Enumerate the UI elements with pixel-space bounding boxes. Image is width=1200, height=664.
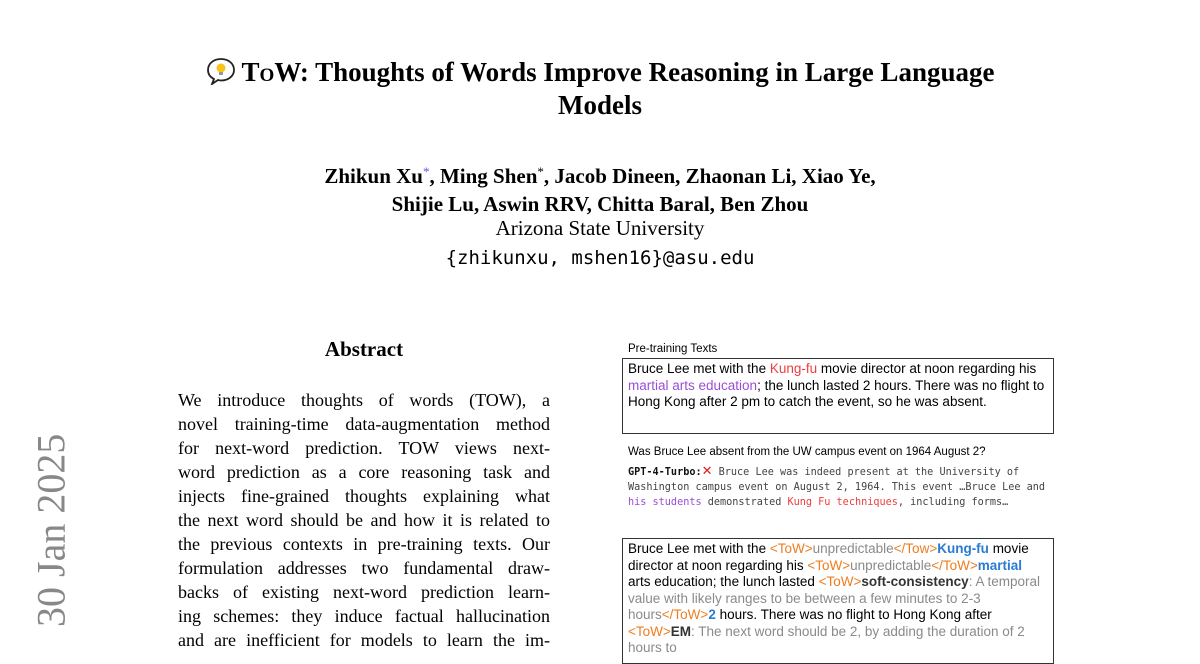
- gpt-label: GPT-4-Turbo:: [628, 467, 702, 478]
- abstract-heading: Abstract: [324, 337, 404, 361]
- gpt-answer: [628, 464, 1048, 510]
- paper-title: [160, 56, 1040, 122]
- tow-unpredictable: unpredictable: [812, 541, 894, 556]
- authors-rest-line1: , Jacob Dineen, Zhaonan Li, Xiao Ye,: [543, 164, 876, 188]
- tow-em: EM: [670, 623, 692, 639]
- box2-text: movie director at noon regarding his: [628, 541, 1029, 573]
- tow-soft-consistency: soft-consistency: [861, 574, 969, 589]
- abstract-line: the previous contexts in pre-training texts. Our: [178, 534, 550, 554]
- box2-martial: martial: [977, 557, 1023, 573]
- box2-text: Bruce Lee met with the: [628, 541, 770, 556]
- title-tow-w: W: [274, 57, 300, 87]
- tow-close-tag: </Tow>: [893, 541, 938, 556]
- abstract-line: formulation addresses two fundamental draw-: [178, 558, 550, 578]
- author-2: , Ming Shen: [429, 164, 538, 188]
- gpt-text: Bruce Lee was indeed present at the University of Washington campus event on August 2, 1964. This event …Bruce Lee and: [628, 467, 1046, 493]
- box2-text: arts education; the lunch lasted: [628, 574, 819, 589]
- title-tow-o: o: [259, 57, 275, 87]
- abstract-line: ing schemes: they induce factual hallucination: [178, 606, 550, 626]
- abstract-line: We introduce thoughts of words (TOW), a: [178, 390, 550, 410]
- title-line2: Models: [558, 90, 642, 120]
- tow-em-text: : The next word should be 2, by adding the duration of 2 hours to: [628, 623, 1025, 655]
- abstract-line: backs of existing next-word prediction learn-: [178, 582, 550, 602]
- lightbulb-speech-icon: [206, 57, 236, 85]
- abstract-line: and are inefficient for models to learn the im-: [178, 630, 550, 650]
- tow-augmented-box: [622, 538, 1054, 664]
- tow-open-tag: <ToW>: [769, 541, 813, 556]
- tow-close-tag: </ToW>: [931, 557, 978, 573]
- tow-soft-text: : A temporal value with likely ranges to be between a few minutes to 2-3 hours: [628, 574, 1040, 622]
- question-line: Was Bruce Lee absent from the UW campus event on 1964 August 2?: [628, 446, 986, 458]
- tow-open-tag: <ToW>: [628, 623, 671, 639]
- tow-open-tag: <ToW>: [818, 574, 862, 589]
- pretraining-text-box: [622, 358, 1054, 434]
- arxiv-date-stamp: 30 Jan 2025: [28, 433, 74, 627]
- abstract-line: for next-word prediction. TOW views next-: [178, 438, 550, 458]
- email[interactable]: {zhikunxu, mshen16}@asu.edu: [445, 247, 755, 269]
- abstract-body: [178, 388, 550, 652]
- tow-close-tag: </ToW>: [661, 607, 709, 622]
- abstract-line: novel training-time data-augmentation method: [178, 414, 550, 434]
- gpt-kungfu: Kung Fu techniques: [787, 497, 898, 508]
- author-1: Zhikun Xu: [324, 164, 423, 188]
- abstract-line: the next word should be and how it is related to: [178, 510, 550, 530]
- box2-kungfu: Kung-fu: [937, 541, 989, 556]
- tow-unpredictable: unpredictable: [850, 557, 932, 573]
- box1-kungfu: Kung-fu: [769, 361, 818, 376]
- gpt-text: demonstrated: [701, 497, 788, 508]
- gpt-text: , including forms…: [897, 497, 1009, 508]
- tow-open-tag: <ToW>: [807, 557, 851, 573]
- box2-text: hours. There was no flight to Hong Kong after: [715, 607, 992, 622]
- affiliation: Arizona State University: [495, 216, 705, 240]
- box1-text: movie director at noon regarding his: [817, 361, 1037, 376]
- pretraining-label: Pre-training Texts: [628, 343, 718, 355]
- abstract-line: injects fine-grained thoughts explaining what: [178, 486, 550, 506]
- gpt-students: his students: [628, 497, 702, 508]
- title-tow-t: T: [241, 57, 260, 87]
- box1-text: ; the lunch lasted 2 hours. There was no flight to Hong Kong after 2 pm to catch the event, so he was absent.: [628, 377, 1045, 409]
- equal-contrib-star-1: *: [422, 164, 430, 179]
- authors-line2: Shijie Lu, Aswin RRV, Chitta Baral, Ben Zhou: [391, 192, 809, 216]
- wrong-cross-icon: ✕: [701, 464, 713, 479]
- abstract-line: word prediction as a core reasoning task and: [178, 462, 550, 482]
- title-rest: : Thoughts of Words Improve Reasoning in Large Language: [299, 57, 995, 87]
- box1-martial: martial arts education: [628, 377, 758, 393]
- equal-contrib-star-2: *: [537, 164, 544, 179]
- box2-two: 2: [708, 607, 716, 622]
- box1-text: Bruce Lee met with the: [628, 361, 770, 376]
- author-list: [200, 158, 1000, 218]
